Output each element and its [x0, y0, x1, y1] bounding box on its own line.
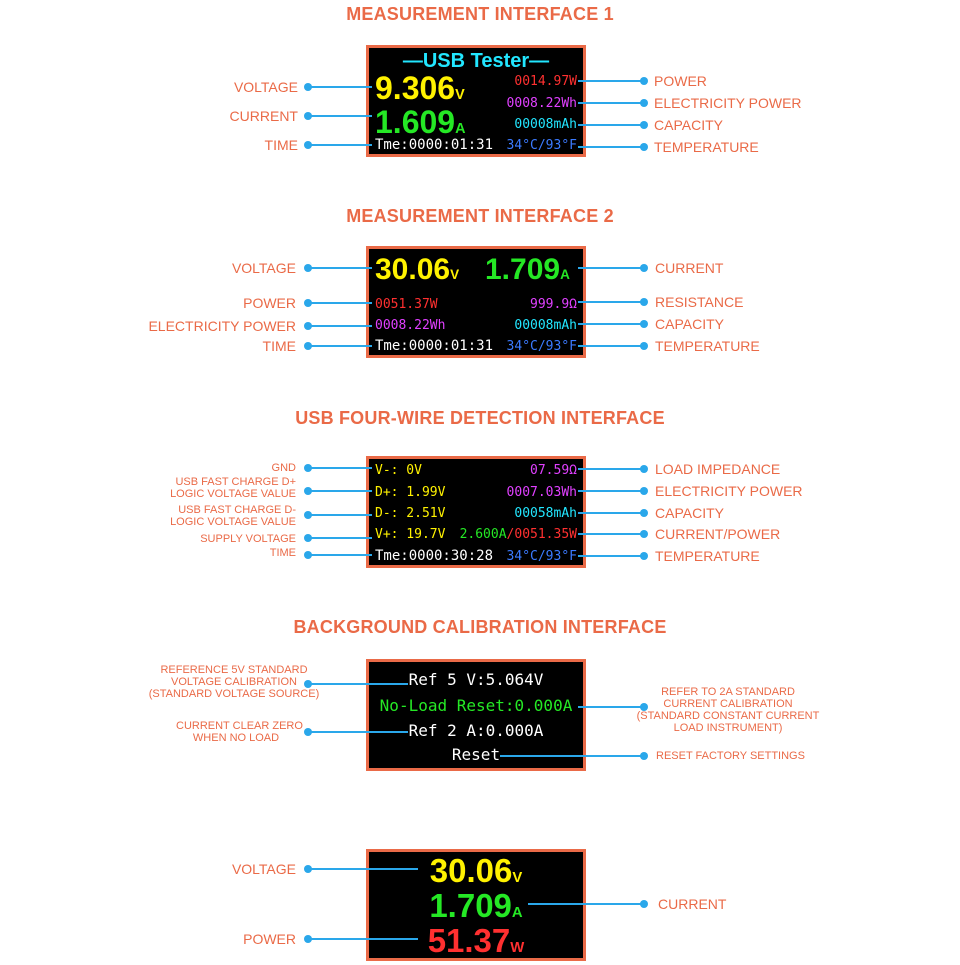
connector-line — [578, 555, 642, 557]
label-capacity: CAPACITY — [655, 316, 724, 332]
label-voltage: VOLTAGE — [231, 260, 296, 276]
label-voltage: VOLTAGE — [233, 79, 298, 95]
connector-dot — [640, 487, 648, 495]
connector-dot — [640, 342, 648, 350]
section-title-interface-3: USB FOUR-WIRE DETECTION INTERFACE — [295, 408, 665, 428]
power-readout: 0014.97W — [514, 74, 577, 89]
label-current: CURRENT — [658, 896, 727, 912]
connector-dot — [640, 752, 648, 760]
temperature-readout: 34°C/93°F — [506, 549, 577, 564]
label-energy: ELECTRICITY POWER — [148, 318, 296, 334]
connector-line — [578, 80, 642, 82]
power-readout: 51.37W — [427, 922, 525, 959]
power-readout: 0051.37W — [375, 297, 438, 312]
connector-line — [308, 467, 372, 469]
voltage-readout: 30.06V — [429, 852, 523, 889]
temperature-readout: 34°C/93°F — [506, 339, 577, 354]
connector-line — [578, 345, 642, 347]
section-title-interface-1: MEASUREMENT INTERFACE 1 — [346, 4, 614, 24]
connector-dot — [640, 900, 648, 908]
connector-line — [578, 301, 642, 303]
section-title-interface-2: MEASUREMENT INTERFACE 2 — [346, 206, 614, 226]
connector-line — [578, 323, 642, 325]
label-current-power: CURRENT/POWER — [655, 526, 781, 542]
label-supply-voltage: SUPPLY VOLTAGE — [200, 533, 296, 545]
connector-line — [578, 490, 642, 492]
connector-line — [528, 903, 642, 905]
label-gnd: GND — [271, 462, 296, 474]
connector-line — [500, 755, 642, 757]
label-voltage: VOLTAGE — [231, 861, 296, 877]
label-temperature: TEMPERATURE — [654, 139, 759, 155]
connector-line — [308, 731, 408, 733]
connector-line — [308, 554, 372, 556]
connector-line — [578, 468, 642, 470]
connector-line — [308, 345, 372, 347]
label-dminus: USB FAST CHARGE D- LOGIC VOLTAGE VALUE — [170, 504, 296, 528]
label-load-impedance: LOAD IMPEDANCE — [655, 461, 781, 477]
connector-line — [578, 533, 642, 535]
time-readout: Tme:0000:30:28 — [375, 548, 494, 564]
connector-line — [308, 683, 408, 685]
voltage-readout: 9.306V — [375, 70, 465, 106]
connector-line — [308, 325, 372, 327]
label-reset-factory: RESET FACTORY SETTINGS — [656, 750, 805, 762]
label-energy: ELECTRICITY POWER — [655, 483, 803, 499]
label-time: TIME — [264, 137, 298, 153]
screen-interface-5 — [366, 849, 586, 961]
connector-dot — [640, 552, 648, 560]
capacity-readout: 00058mAh — [514, 506, 577, 521]
vplus-readout: V+: 19.7V — [375, 527, 446, 542]
connector-line — [308, 537, 372, 539]
capacity-readout: 00008mAh — [514, 117, 577, 132]
connector-dot — [640, 121, 648, 129]
connector-dot — [640, 77, 648, 85]
connector-dot — [640, 264, 648, 272]
label-temperature: TEMPERATURE — [655, 548, 760, 564]
connector-line — [578, 146, 642, 148]
label-current: CURRENT — [655, 260, 724, 276]
label-power: POWER — [243, 931, 296, 947]
label-ref2-calibration: REFER TO 2A STANDARD CURRENT CALIBRATION (STANDARD CONSTANT CURRENT LOAD INSTRUMENT) — [636, 686, 820, 734]
label-power: POWER — [243, 295, 296, 311]
resistance-readout: 999.9Ω — [530, 297, 577, 312]
label-capacity: CAPACITY — [655, 505, 724, 521]
label-resistance: RESISTANCE — [655, 294, 744, 310]
label-dplus: USB FAST CHARGE D+ LOGIC VOLTAGE VALUE — [170, 476, 296, 500]
current-power-readout: 2.600A/0051.35W — [459, 527, 577, 542]
connector-line — [308, 302, 372, 304]
no-load-reset-line: No-Load Reset:0.000A — [379, 696, 573, 715]
current-readout: 1.709A — [429, 887, 523, 924]
connector-dot — [640, 298, 648, 306]
usb-tester-header: —USB Tester— — [402, 50, 550, 72]
label-current: CURRENT — [229, 108, 298, 124]
label-power: POWER — [654, 73, 707, 89]
connector-line — [578, 102, 642, 104]
connector-line — [308, 514, 372, 516]
screen-interface-3 — [366, 456, 586, 568]
current-readout: 1.609A — [375, 104, 466, 140]
dminus-readout: D-: 2.51V — [375, 506, 446, 521]
voltage-readout: 30.06V — [375, 253, 460, 286]
temperature-readout: 34°C/93°F — [506, 138, 577, 153]
connector-line — [308, 267, 372, 269]
connector-dot — [640, 143, 648, 151]
capacity-readout: 00008mAh — [514, 318, 577, 333]
label-time: TIME — [269, 547, 296, 559]
connector-dot — [640, 465, 648, 473]
label-ref5-calibration: REFERENCE 5V STANDARD VOLTAGE CALIBRATION (STANDARD VOLTAGE SOURCE) — [148, 664, 320, 700]
label-energy: ELECTRICITY POWER — [654, 95, 802, 111]
ref2-line: Ref 2 A:0.000A — [408, 721, 544, 740]
label-current-clear-zero: CURRENT CLEAR ZERO WHEN NO LOAD — [176, 720, 303, 744]
dplus-readout: D+: 1.99V — [375, 485, 446, 500]
label-temperature: TEMPERATURE — [655, 338, 760, 354]
connector-line — [578, 267, 642, 269]
connector-line — [308, 868, 418, 870]
ref5-line: Ref 5 V:5.064V — [408, 670, 544, 689]
impedance-readout: 07.59Ω — [530, 463, 577, 478]
connector-line — [308, 144, 372, 146]
label-capacity: CAPACITY — [654, 117, 723, 133]
energy-readout: 0007.03Wh — [506, 485, 577, 500]
energy-readout: 0008.22Wh — [375, 318, 446, 333]
label-time: TIME — [262, 338, 296, 354]
connector-dot — [640, 99, 648, 107]
connector-line — [308, 490, 372, 492]
screen-interface-1 — [366, 45, 586, 157]
current-readout: 1.709A — [485, 253, 570, 286]
reset-line: Reset — [451, 745, 501, 764]
connector-line — [578, 512, 642, 514]
time-readout: Tme:0000:01:31 — [375, 338, 494, 354]
screen-interface-2 — [366, 246, 586, 358]
connector-line — [308, 938, 418, 940]
energy-readout: 0008.22Wh — [506, 96, 577, 111]
connector-dot — [640, 509, 648, 517]
time-readout: Tme:0000:01:31 — [375, 137, 494, 153]
section-title-interface-4: BACKGROUND CALIBRATION INTERFACE — [293, 617, 667, 637]
connector-dot — [640, 320, 648, 328]
connector-dot — [640, 530, 648, 538]
connector-line — [308, 115, 372, 117]
connector-line — [308, 86, 372, 88]
gnd-readout: V-: 0V — [375, 463, 422, 478]
connector-line — [578, 124, 642, 126]
